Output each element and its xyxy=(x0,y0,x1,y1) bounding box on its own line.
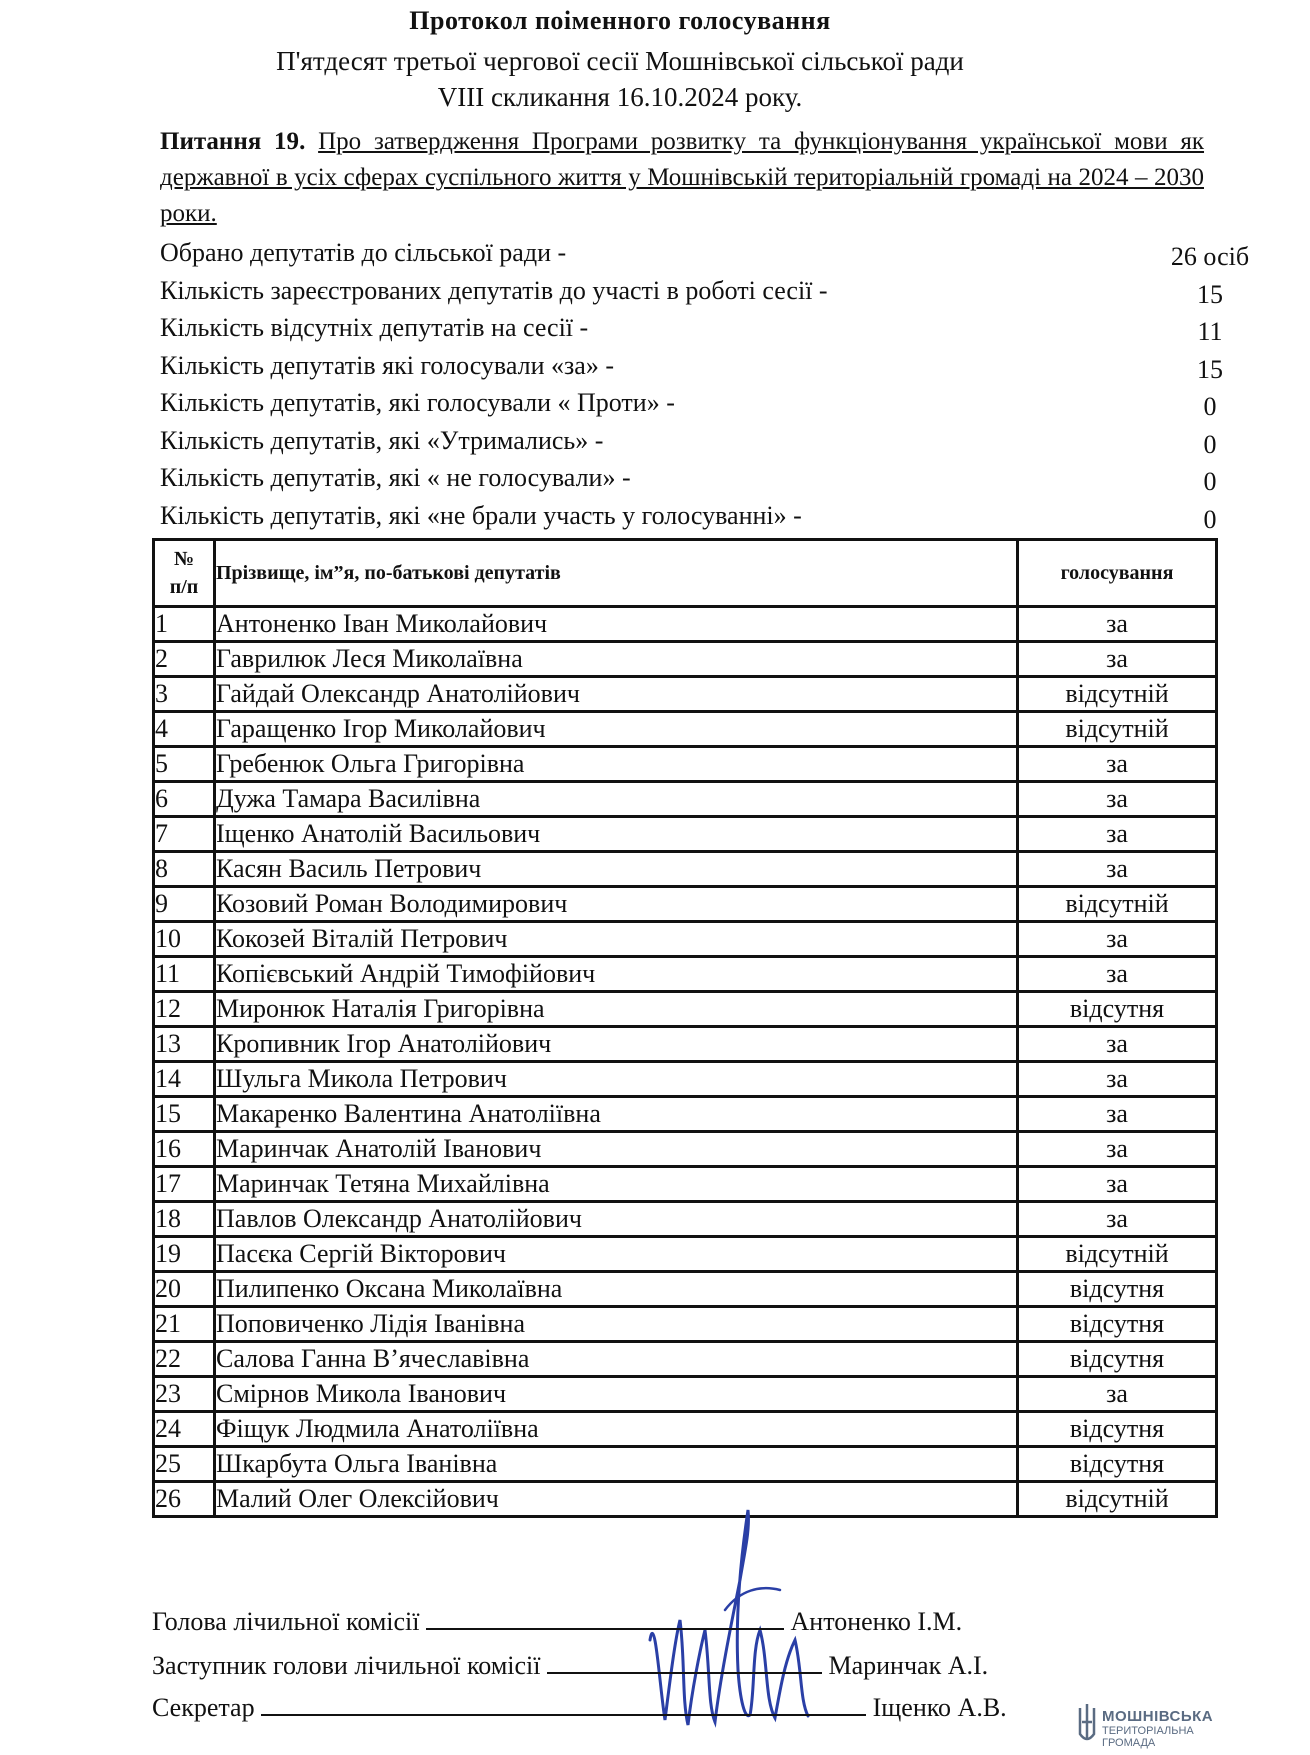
vote-result: відсутній xyxy=(1018,712,1217,747)
deputy-name: Гаврилюк Леся Миколаївна xyxy=(215,642,1018,677)
table-row xyxy=(154,957,1217,992)
stat-label: Кількість відсутніх депутатів на сесії - xyxy=(160,313,589,342)
deputy-name: Козовий Роман Володимирович xyxy=(215,887,1018,922)
row-number: 22 xyxy=(154,1342,215,1377)
row-number: 2 xyxy=(154,642,215,677)
table-row xyxy=(154,1237,1217,1272)
row-number: 23 xyxy=(154,1377,215,1412)
vote-result: за xyxy=(1018,957,1217,992)
stat-value: 0 xyxy=(1203,392,1217,421)
stat-row xyxy=(160,238,1250,276)
row-number: 18 xyxy=(154,1202,215,1237)
table-row xyxy=(154,1167,1217,1202)
column-header-number: № п/п xyxy=(154,540,215,607)
deputy-name: Салова Ганна В’ячеславівна xyxy=(215,1342,1018,1377)
row-number: 15 xyxy=(154,1097,215,1132)
deputy-name: Павлов Олександр Анатолійович xyxy=(215,1202,1018,1237)
table-row xyxy=(154,677,1217,712)
row-number: 25 xyxy=(154,1447,215,1482)
deputy-name: Смірнов Микола Іванович xyxy=(215,1377,1018,1412)
vote-result: відсутня xyxy=(1018,1447,1217,1482)
stat-row xyxy=(160,350,1223,389)
stat-label: Кількість зареєстрованих депутатів до участі в роботі сесії - xyxy=(160,275,828,305)
row-number: 24 xyxy=(154,1412,215,1447)
stat-label: Кількість депутатів, які «Утримались» - xyxy=(160,425,604,455)
signature-line-chair: Голова лічильної комісії Антоненко І.М. xyxy=(152,1607,963,1636)
table-row xyxy=(154,817,1217,852)
row-number: 16 xyxy=(154,1132,215,1167)
table-row xyxy=(154,782,1217,817)
stat-value: 0 xyxy=(1203,467,1217,496)
vote-result: за xyxy=(1018,642,1217,677)
table-row xyxy=(154,642,1217,677)
row-number: 1 xyxy=(154,607,215,642)
row-number: 4 xyxy=(154,712,215,747)
question-label: Питання 19 xyxy=(160,128,300,155)
vote-result: за xyxy=(1018,922,1217,957)
stat-row xyxy=(160,313,1223,351)
vote-result: відсутня xyxy=(1018,992,1217,1027)
deputy-name: Шульга Микола Петрович xyxy=(215,1062,1018,1097)
deputy-name: Кокозей Віталій Петрович xyxy=(215,922,1018,957)
vote-statistics xyxy=(160,238,1250,538)
deputy-name: Кропивник Ігор Анатолійович xyxy=(215,1027,1018,1062)
table-row xyxy=(154,1447,1217,1482)
deputy-name: Дужа Тамара Василівна xyxy=(215,782,1018,817)
vote-result: відсутній xyxy=(1018,887,1217,922)
deputy-name: Маринчак Анатолій Іванович xyxy=(215,1132,1018,1167)
table-row xyxy=(154,1027,1217,1062)
stat-value: 26 осіб xyxy=(1170,242,1250,271)
table-row xyxy=(154,1377,1217,1412)
stat-value: 0 xyxy=(1203,429,1217,459)
vote-result: відсутня xyxy=(1018,1412,1217,1447)
community-logo-text: МОШНІВСЬКА ТЕРИТОРІАЛЬНА ГРОМАДА xyxy=(1102,1708,1214,1749)
deputy-name: Гайдай Олександр Анатолійович xyxy=(215,677,1018,712)
stat-row xyxy=(160,500,1217,539)
stat-value: 15 xyxy=(1197,279,1223,309)
table-row xyxy=(154,1202,1217,1237)
deputy-name: Шкарбута Ольга Іванівна xyxy=(215,1447,1018,1482)
table-row xyxy=(154,1307,1217,1342)
stat-value: 0 xyxy=(1203,504,1217,534)
deputy-name: Іщенко Анатолій Васильович xyxy=(215,817,1018,852)
stat-row xyxy=(160,425,1217,464)
stat-value: 11 xyxy=(1197,317,1223,346)
document-subtitle: П'ятдесят третьої чергової сесії Мошнівської сільської ради xyxy=(276,46,964,76)
deputy-name: Малий Олег Олексійович xyxy=(215,1482,1018,1517)
table-row xyxy=(154,747,1217,782)
row-number: 21 xyxy=(154,1307,215,1342)
row-number: 5 xyxy=(154,747,215,782)
vote-result: за xyxy=(1018,1027,1217,1062)
stat-label: Кількість депутатів, які « не голосували» - xyxy=(160,463,631,492)
table-row xyxy=(154,1342,1217,1377)
stat-row xyxy=(160,388,1217,426)
signature-line-deputy-chair: Заступник голови лічильної комісії Маринчак А.І. xyxy=(152,1651,989,1680)
table-row xyxy=(154,1272,1217,1307)
table-body xyxy=(154,607,1217,1517)
table-row xyxy=(154,922,1217,957)
row-number: 13 xyxy=(154,1027,215,1062)
stat-row xyxy=(160,275,1223,314)
table-row xyxy=(154,992,1217,1027)
row-number: 9 xyxy=(154,887,215,922)
deputy-name: Копієвський Андрій Тимофійович xyxy=(215,957,1018,992)
row-number: 7 xyxy=(154,817,215,852)
session-date: VIII скликання 16.10.2024 року. xyxy=(437,82,803,112)
deputy-name: Миронюк Наталія Григорівна xyxy=(215,992,1018,1027)
signature-blank xyxy=(261,1692,866,1716)
roll-call-table xyxy=(152,538,1218,1518)
deputy-name: Макаренко Валентина Анатоліївна xyxy=(215,1097,1018,1132)
signature-blank xyxy=(547,1650,822,1674)
column-header-name: Прізвище, ім”я, по-батькові депутатів xyxy=(215,540,1018,607)
column-header-vote: голосування xyxy=(1018,540,1217,607)
vote-result: за xyxy=(1018,1167,1217,1202)
table-row xyxy=(154,1062,1217,1097)
row-number: 11 xyxy=(154,957,215,992)
vote-result: за xyxy=(1018,1377,1217,1412)
vote-result: за xyxy=(1018,1132,1217,1167)
deputy-name: Фіщук Людмила Анатоліївна xyxy=(215,1412,1018,1447)
vote-result: за xyxy=(1018,782,1217,817)
row-number: 12 xyxy=(154,992,215,1027)
vote-result: за xyxy=(1018,1062,1217,1097)
table-row xyxy=(154,607,1217,642)
row-number: 26 xyxy=(154,1482,215,1517)
deputy-name: Маринчак Тетяна Михайлівна xyxy=(215,1167,1018,1202)
deputy-name: Гаращенко Ігор Миколайович xyxy=(215,712,1018,747)
table-header-row xyxy=(154,540,1217,607)
deputy-name: Касян Василь Петрович xyxy=(215,852,1018,887)
table-row xyxy=(154,1412,1217,1447)
vote-result: відсутній xyxy=(1018,1482,1217,1517)
vote-result: за xyxy=(1018,607,1217,642)
table-row xyxy=(154,852,1217,887)
row-number: 14 xyxy=(154,1062,215,1097)
row-number: 8 xyxy=(154,852,215,887)
row-number: 10 xyxy=(154,922,215,957)
vote-result: відсутній xyxy=(1018,677,1217,712)
row-number: 6 xyxy=(154,782,215,817)
vote-result: відсутня xyxy=(1018,1342,1217,1377)
vote-result: за xyxy=(1018,747,1217,782)
stat-label: Кількість депутатів, які «не брали участь у голосуванні» - xyxy=(160,500,802,530)
stat-label: Обрано депутатів до сільської ради - xyxy=(160,238,567,267)
vote-result: відсутній xyxy=(1018,1237,1217,1272)
deputy-name: Антоненко Іван Миколайович xyxy=(215,607,1018,642)
stat-label: Кількість депутатів, які голосували « Проти» - xyxy=(160,388,675,417)
question-text: Про затвердження Програми розвитку та функціонування української мови як державної в усіх сферах суспільного життя у Мошнівській територіальній громаді на 2024 – 2030 роки. xyxy=(160,128,1205,227)
vote-result: за xyxy=(1018,1097,1217,1132)
deputy-name: Поповиченко Лідія Іванівна xyxy=(215,1307,1018,1342)
vote-result: за xyxy=(1018,1202,1217,1237)
vote-result: відсутня xyxy=(1018,1272,1217,1307)
deputy-name: Пилипенко Оксана Миколаївна xyxy=(215,1272,1018,1307)
table-row xyxy=(154,712,1217,747)
stat-value: 15 xyxy=(1197,354,1223,384)
question-block: Питання 19. Про затвердження Програми розвитку та функціонування української мови як державної в усіх сферах суспільного життя у Мошнівській територіальній громаді на 2024 – 2030 роки. xyxy=(160,128,1205,227)
stat-row xyxy=(160,463,1217,501)
row-number: 19 xyxy=(154,1237,215,1272)
vote-result: за xyxy=(1018,852,1217,887)
vote-result: відсутня xyxy=(1018,1307,1217,1342)
deputy-name: Пасєка Сергій Вікторович xyxy=(215,1237,1018,1272)
row-number: 20 xyxy=(154,1272,215,1307)
table-row xyxy=(154,1097,1217,1132)
signature-blank xyxy=(426,1606,784,1630)
stat-label: Кількість депутатів які голосували «за» - xyxy=(160,350,614,380)
row-number: 17 xyxy=(154,1167,215,1202)
row-number: 3 xyxy=(154,677,215,712)
deputy-name: Гребенюк Ольга Григорівна xyxy=(215,747,1018,782)
document-title: Протокол поіменного голосування xyxy=(409,6,831,35)
vote-result: за xyxy=(1018,817,1217,852)
signature-line-secretary: Секретар Іщенко А.В. xyxy=(152,1693,1007,1722)
table-row xyxy=(154,1132,1217,1167)
table-row xyxy=(154,887,1217,922)
